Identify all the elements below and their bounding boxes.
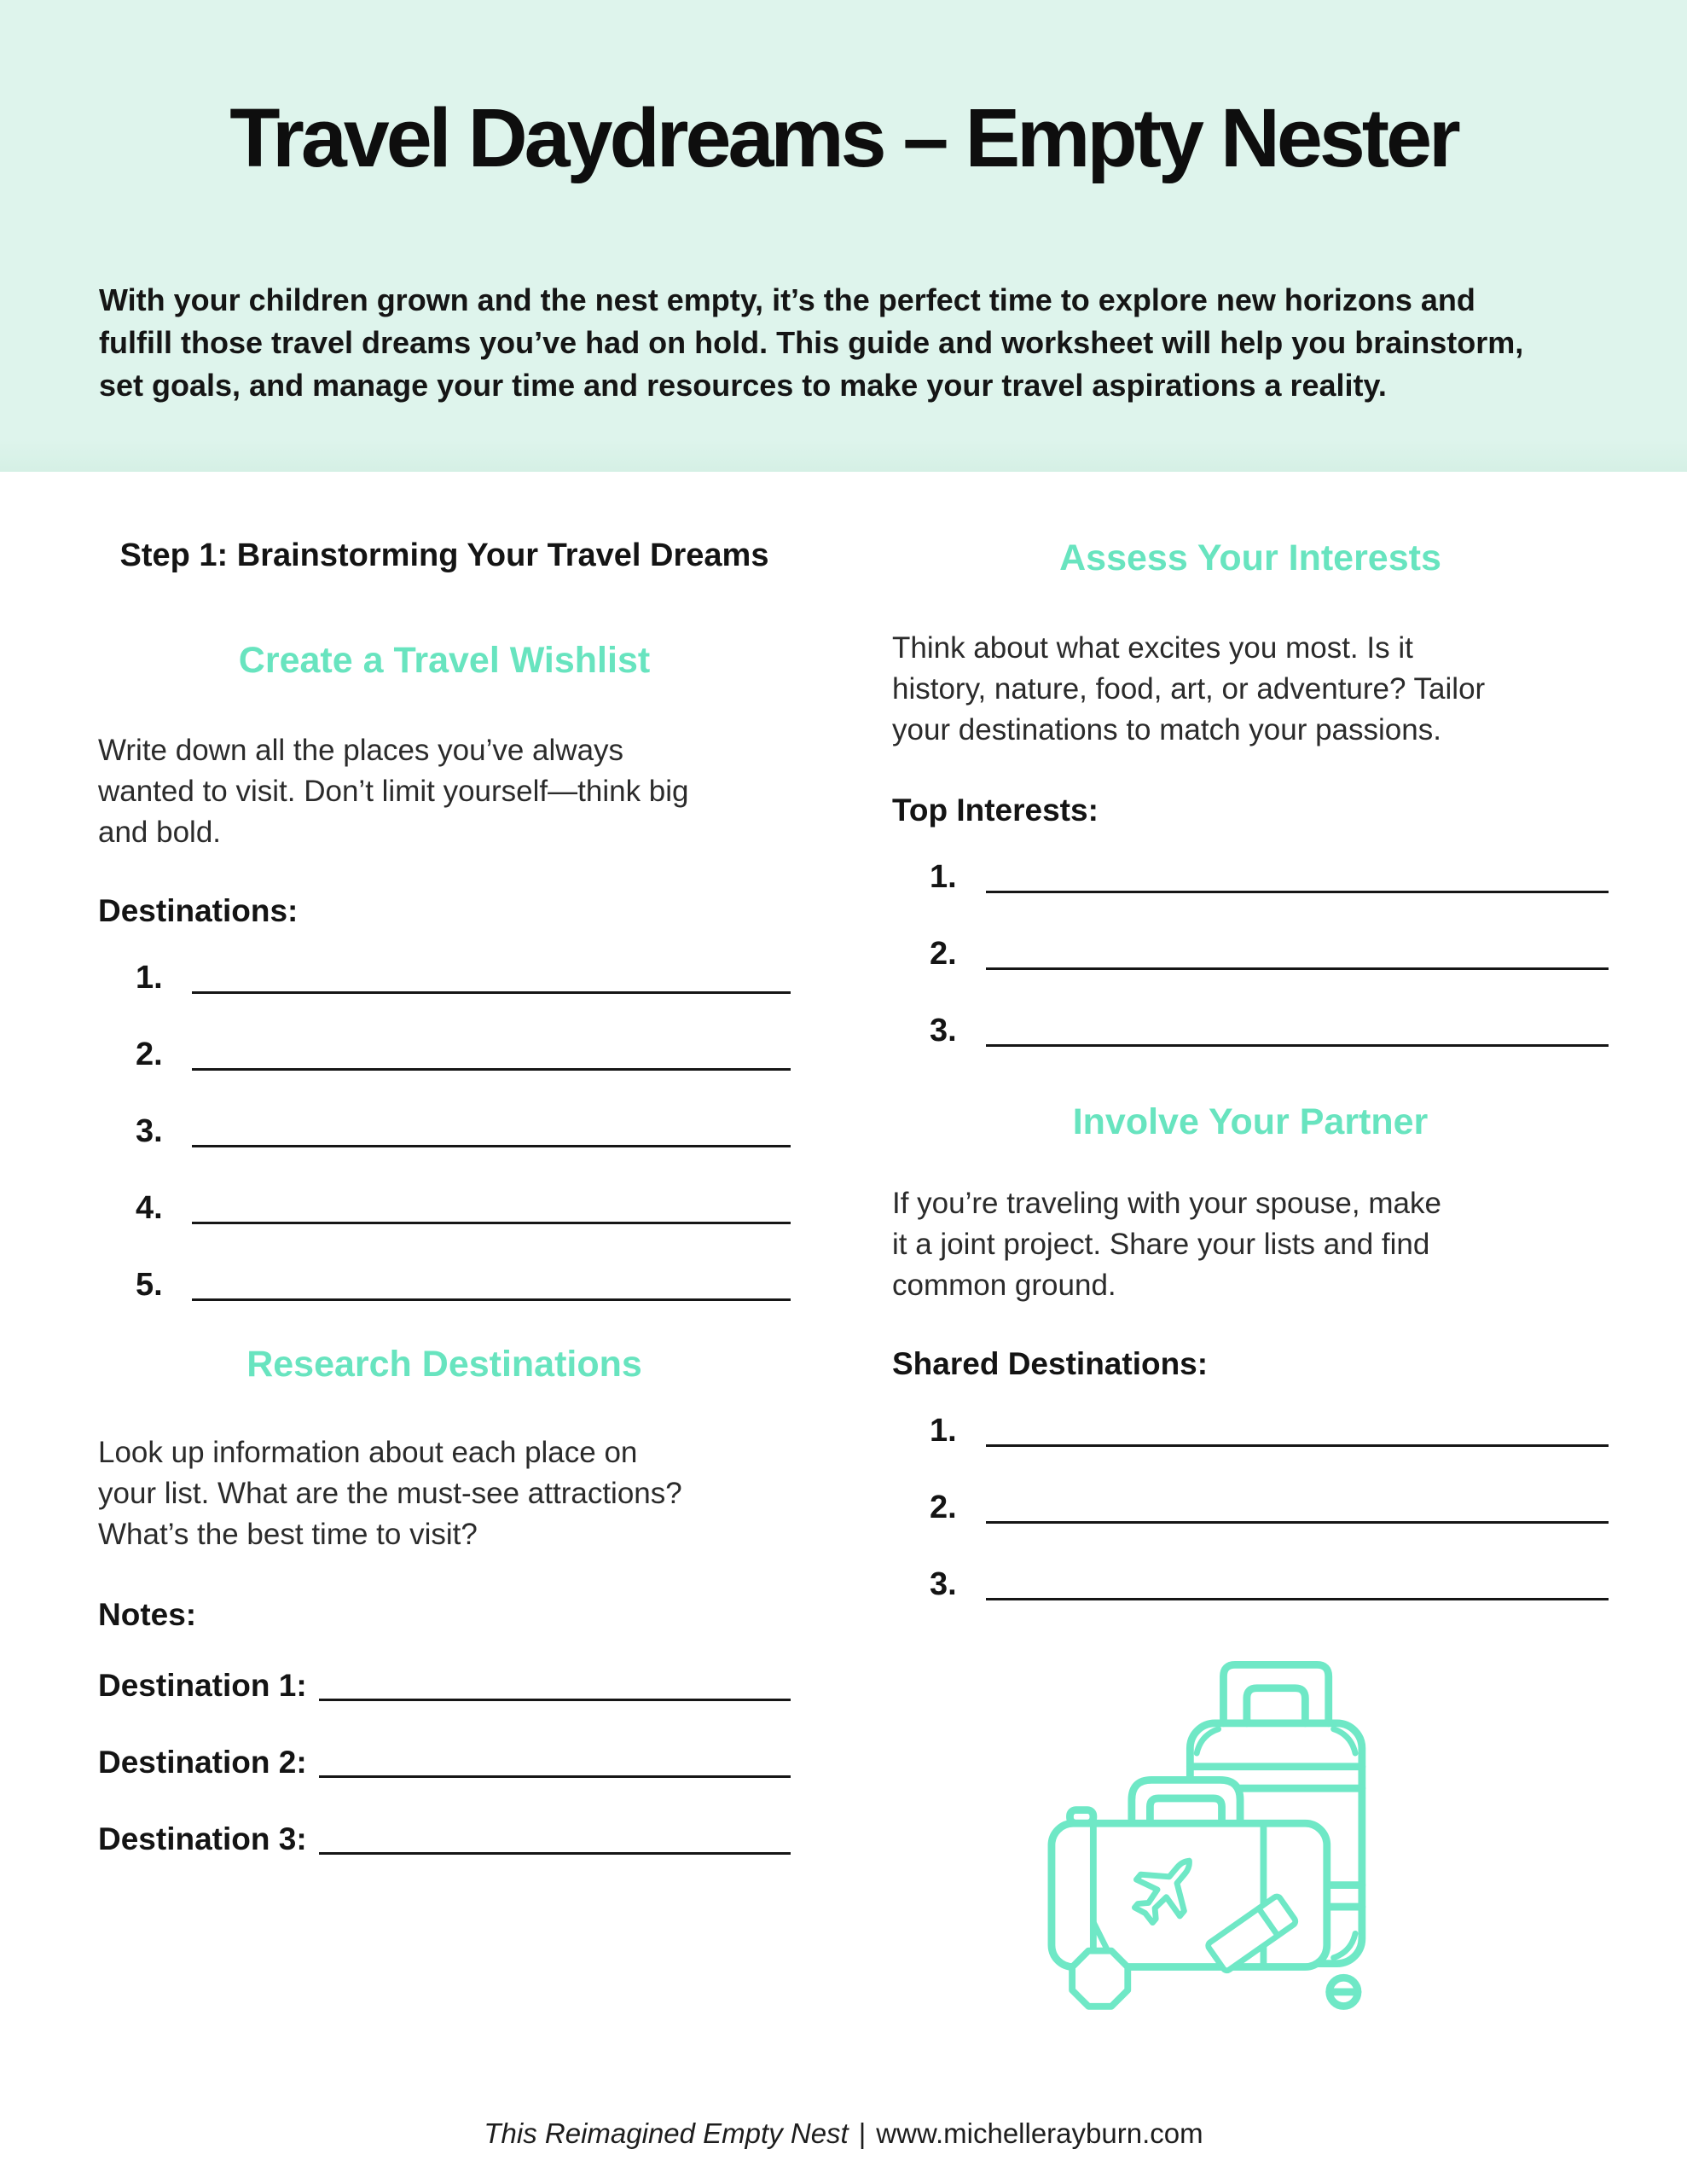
list-item xyxy=(930,1411,1609,1447)
blank-line xyxy=(986,1562,1609,1600)
blank-line xyxy=(319,1736,791,1778)
blank-line xyxy=(986,932,1609,970)
item-number: 2. xyxy=(930,936,957,972)
luggage-illustration xyxy=(1041,1641,1442,2025)
list-item xyxy=(98,1815,791,1855)
item-label: Destination 3: xyxy=(98,1821,307,1856)
shared-destinations-label: Shared Destinations: xyxy=(892,1346,1209,1381)
item-number: 2. xyxy=(136,1037,163,1072)
list-item xyxy=(136,1265,791,1301)
interests-paragraph xyxy=(892,628,1609,751)
item-number: 3. xyxy=(930,1013,957,1048)
list-item xyxy=(930,934,1609,970)
interests-heading: Assess Your Interests xyxy=(1059,537,1441,578)
blank-line xyxy=(319,1659,791,1701)
partner-paragraph xyxy=(892,1183,1609,1306)
shared-destinations-list xyxy=(892,1411,1609,1600)
blank-line xyxy=(319,1813,791,1855)
paragraph-line: it a joint project. Share your lists and find xyxy=(892,1228,1430,1261)
item-number: 1. xyxy=(136,960,163,996)
paragraph-line: wanted to visit. Don’t limit yourself—think big xyxy=(98,775,689,808)
paragraph-line: What’s the best time to visit? xyxy=(98,1518,478,1551)
list-item xyxy=(136,958,791,994)
blank-line xyxy=(986,1409,1609,1447)
item-number: 3. xyxy=(136,1113,163,1149)
partner-heading: Involve Your Partner xyxy=(1072,1101,1429,1142)
step1-heading: Step 1: Brainstorming Your Travel Dreams xyxy=(119,537,769,573)
list-item xyxy=(136,1035,791,1071)
left-column xyxy=(98,536,791,1892)
item-number: 3. xyxy=(930,1566,957,1602)
paragraph-line: your destinations to match your passions. xyxy=(892,713,1441,746)
paragraph-line: Write down all the places you’ve always xyxy=(98,734,624,767)
destinations-label: Destinations: xyxy=(98,893,299,928)
footer-separator: | xyxy=(858,2117,867,2149)
wishlist-paragraph xyxy=(98,730,791,853)
paragraph-line: history, nature, food, art, or adventure? Tailor xyxy=(892,672,1486,706)
list-item xyxy=(98,1662,791,1701)
item-label: Destination 2: xyxy=(98,1745,307,1780)
item-number: 2. xyxy=(930,1490,957,1525)
item-number: 5. xyxy=(136,1267,163,1303)
blank-line xyxy=(192,1032,791,1071)
blank-line xyxy=(986,1008,1609,1047)
list-item xyxy=(98,1739,791,1778)
blank-line xyxy=(986,855,1609,893)
blank-line xyxy=(192,956,791,994)
top-interests-list xyxy=(892,857,1609,1047)
page-footer xyxy=(0,2117,1687,2150)
footer-url: www.michellerayburn.com xyxy=(876,2117,1203,2149)
paragraph-line: If you’re traveling with your spouse, make xyxy=(892,1187,1441,1220)
notes-label: Notes: xyxy=(98,1597,197,1632)
item-number: 1. xyxy=(930,1413,957,1449)
list-item xyxy=(136,1112,791,1147)
right-column xyxy=(892,536,1609,2025)
paragraph-line: your list. What are the must-see attractions? xyxy=(98,1477,682,1510)
item-number: 4. xyxy=(136,1190,163,1226)
intro-line: fulfill those travel dreams you’ve had on hold. This guide and worksheet will help you brainstorm, xyxy=(99,325,1524,360)
paragraph-line: common ground. xyxy=(892,1269,1116,1302)
blank-line xyxy=(986,1485,1609,1524)
intro-paragraph xyxy=(99,279,1523,407)
list-item xyxy=(930,1011,1609,1047)
blank-line xyxy=(192,1109,791,1147)
intro-line: set goals, and manage your time and resources to make your travel aspirations a reality. xyxy=(99,368,1387,403)
paragraph-line: Think about what excites you most. Is it xyxy=(892,631,1413,665)
list-item xyxy=(930,1488,1609,1524)
research-heading: Research Destinations xyxy=(246,1344,642,1385)
item-number: 1. xyxy=(930,859,957,895)
wishlist-heading: Create a Travel Wishlist xyxy=(238,640,651,681)
paragraph-line: and bold. xyxy=(98,816,222,849)
list-item xyxy=(930,1565,1609,1600)
blank-line xyxy=(192,1186,791,1224)
paragraph-line: Look up information about each place on xyxy=(98,1436,638,1469)
blank-line xyxy=(192,1263,791,1301)
footer-site-name: This Reimagined Empty Nest xyxy=(484,2117,849,2149)
luggage-icon xyxy=(1041,1641,1442,2025)
destinations-list xyxy=(98,958,791,1301)
top-interests-label: Top Interests: xyxy=(892,793,1099,828)
page-title: Travel Daydreams – Empty Nester xyxy=(229,91,1458,184)
research-paragraph xyxy=(98,1432,791,1555)
item-label: Destination 1: xyxy=(98,1668,307,1703)
intro-line: With your children grown and the nest empty, it’s the perfect time to explore new horizons and xyxy=(99,282,1475,317)
list-item xyxy=(136,1188,791,1224)
list-item xyxy=(930,857,1609,893)
notes-list xyxy=(98,1662,791,1855)
